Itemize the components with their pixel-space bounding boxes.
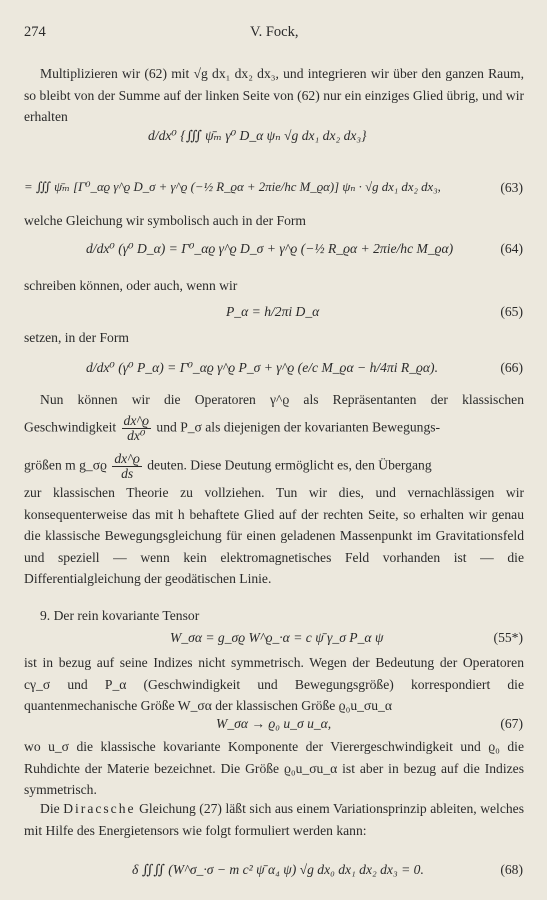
equation-67: W_σα → ϱ₀ u_σ u_α, [216, 716, 332, 731]
p5c-text-2: deuten. Diese Deutung ermöglicht es, den Übergang [147, 457, 432, 473]
paragraph-5a: Nun können wir die Operatoren γ^ϱ als Repräsentanten der klassischen [40, 392, 524, 407]
equation-number-63: (63) [500, 180, 523, 195]
dirac-name: Diracsche [63, 801, 136, 816]
paragraph-2: welche Gleichung wir symbolisch auch in der Form [24, 213, 307, 228]
p5b-text-2: und P_σ als diejenigen der kovarianten Bewegungs- [156, 419, 441, 435]
p9-text: Gleichung (27) läßt sich aus einem Variationsprinzip ableiten, welches mit Hilfe des Energietensors wie folgt formuliert werden kann: [24, 801, 524, 838]
fraction-dx-dx0: $\frac{dx\^{}ϱ}{\text{dx⁰}}$ [123, 413, 149, 443]
paragraph-6: 9. Der rein kovariante Tensor [40, 608, 200, 623]
p5b-text-1: Geschwindigkeit [24, 419, 117, 435]
equation-66: d/dx⁰ (γ⁰ P_α) = Γ⁰_αϱ γ^ϱ P_σ + γ^ϱ (e/c M_ϱα − h/4πi R_ϱα). [86, 360, 438, 375]
equation-63: = ∭ ψ̄ₘ [Γ⁰_αϱ γ^ϱ D_σ + γ^ϱ (−½ R_ϱα + 2πie/hc M_ϱα)] ψₙ · √g dx₁ dx₂ dx₃, [24, 180, 441, 194]
p5c-text-1: größen m g_σϱ [24, 457, 107, 473]
p9-die: Die [40, 801, 60, 816]
paragraph-8: wo u_σ die klassische kovariante Komponente der Vierergeschwindigkeit und ϱ₀ die Ruhdichte der Materie bezeichnet. Die Größe ϱ₀u_σu_α ist aber in bezug auf die Indizes symmetrisch. [24, 739, 524, 797]
equation-number-68: (68) [500, 862, 523, 877]
paragraph-9 [24, 798, 524, 841]
page-number: 274 [24, 24, 46, 40]
equation-65: P_α = h/2πi D_α [226, 304, 320, 319]
equation-number-66: (66) [500, 360, 523, 375]
paragraph-3: schreiben können, oder auch, wenn wir [24, 278, 238, 293]
paragraph-5d: zur klassischen Theorie zu vollziehen. Tun wir dies, und vernachlässigen wir konsequenterweise das mit h behaftete Glied auf der rechten Seite, so erhalten wir genau die klassische Bewegungsgleichung für einen geladenen Massenpunkt im Gravitationsfeld und speziell — wenn kein elektromagnetisches Feld vorhanden ist — die Differentialgleichung der geodätischen Linie. [24, 485, 524, 586]
equation-68: δ ∬∬ (W^σ_·σ − m c² ψ̄ α₄ ψ) √g dx₀ dx₁ dx₂ dx₃ = 0. [132, 862, 424, 877]
paragraph-5b [24, 414, 524, 443]
paragraph-4: setzen, in der Form [24, 330, 129, 345]
equation-64: d/dx⁰ (γ⁰ D_α) = Γ⁰_αϱ γ^ϱ D_σ + γ^ϱ (−½ R_ϱα + 2πie/hc M_ϱα) [86, 241, 454, 256]
paragraph-7: ist in bezug auf seine Indizes nicht symmetrisch. Wegen der Bedeutung der Operatoren cγ_σ und P_α (Geschwindigkeit und Bewegungsgröße) korrespondiert die quantenmechanische Größe W_σα der klassischen Größe ϱ₀u_σu_α [24, 655, 524, 713]
paragraph-5c [24, 452, 524, 481]
equation-number-65: (65) [500, 304, 523, 319]
equation-number-67: (67) [500, 716, 523, 731]
equation-number-64: (64) [500, 241, 523, 256]
running-header: V. Fock, [250, 24, 299, 40]
equation-55: W_σα = g_σϱ W^ϱ_·α = c ψ̄ γ_σ P_α ψ [170, 630, 384, 645]
paragraph-1: Multiplizieren wir (62) mit √g dx₁ dx₂ dx₃, und integrieren wir über den ganzen Raum, so bleibt von der Summe auf der linken Seite von (62) nur ein einziges Glied übrig, und wir erhalten [24, 66, 524, 124]
equation-number-55: (55*) [493, 630, 523, 645]
fraction-dx-ds: $\frac{dx\^{}ϱ}{ds}$ [114, 451, 140, 481]
equation-a: d/dx⁰ {∭ ψ̄ₘ γ⁰ D_α ψₙ √g dx₁ dx₂ dx₃} [148, 128, 367, 143]
